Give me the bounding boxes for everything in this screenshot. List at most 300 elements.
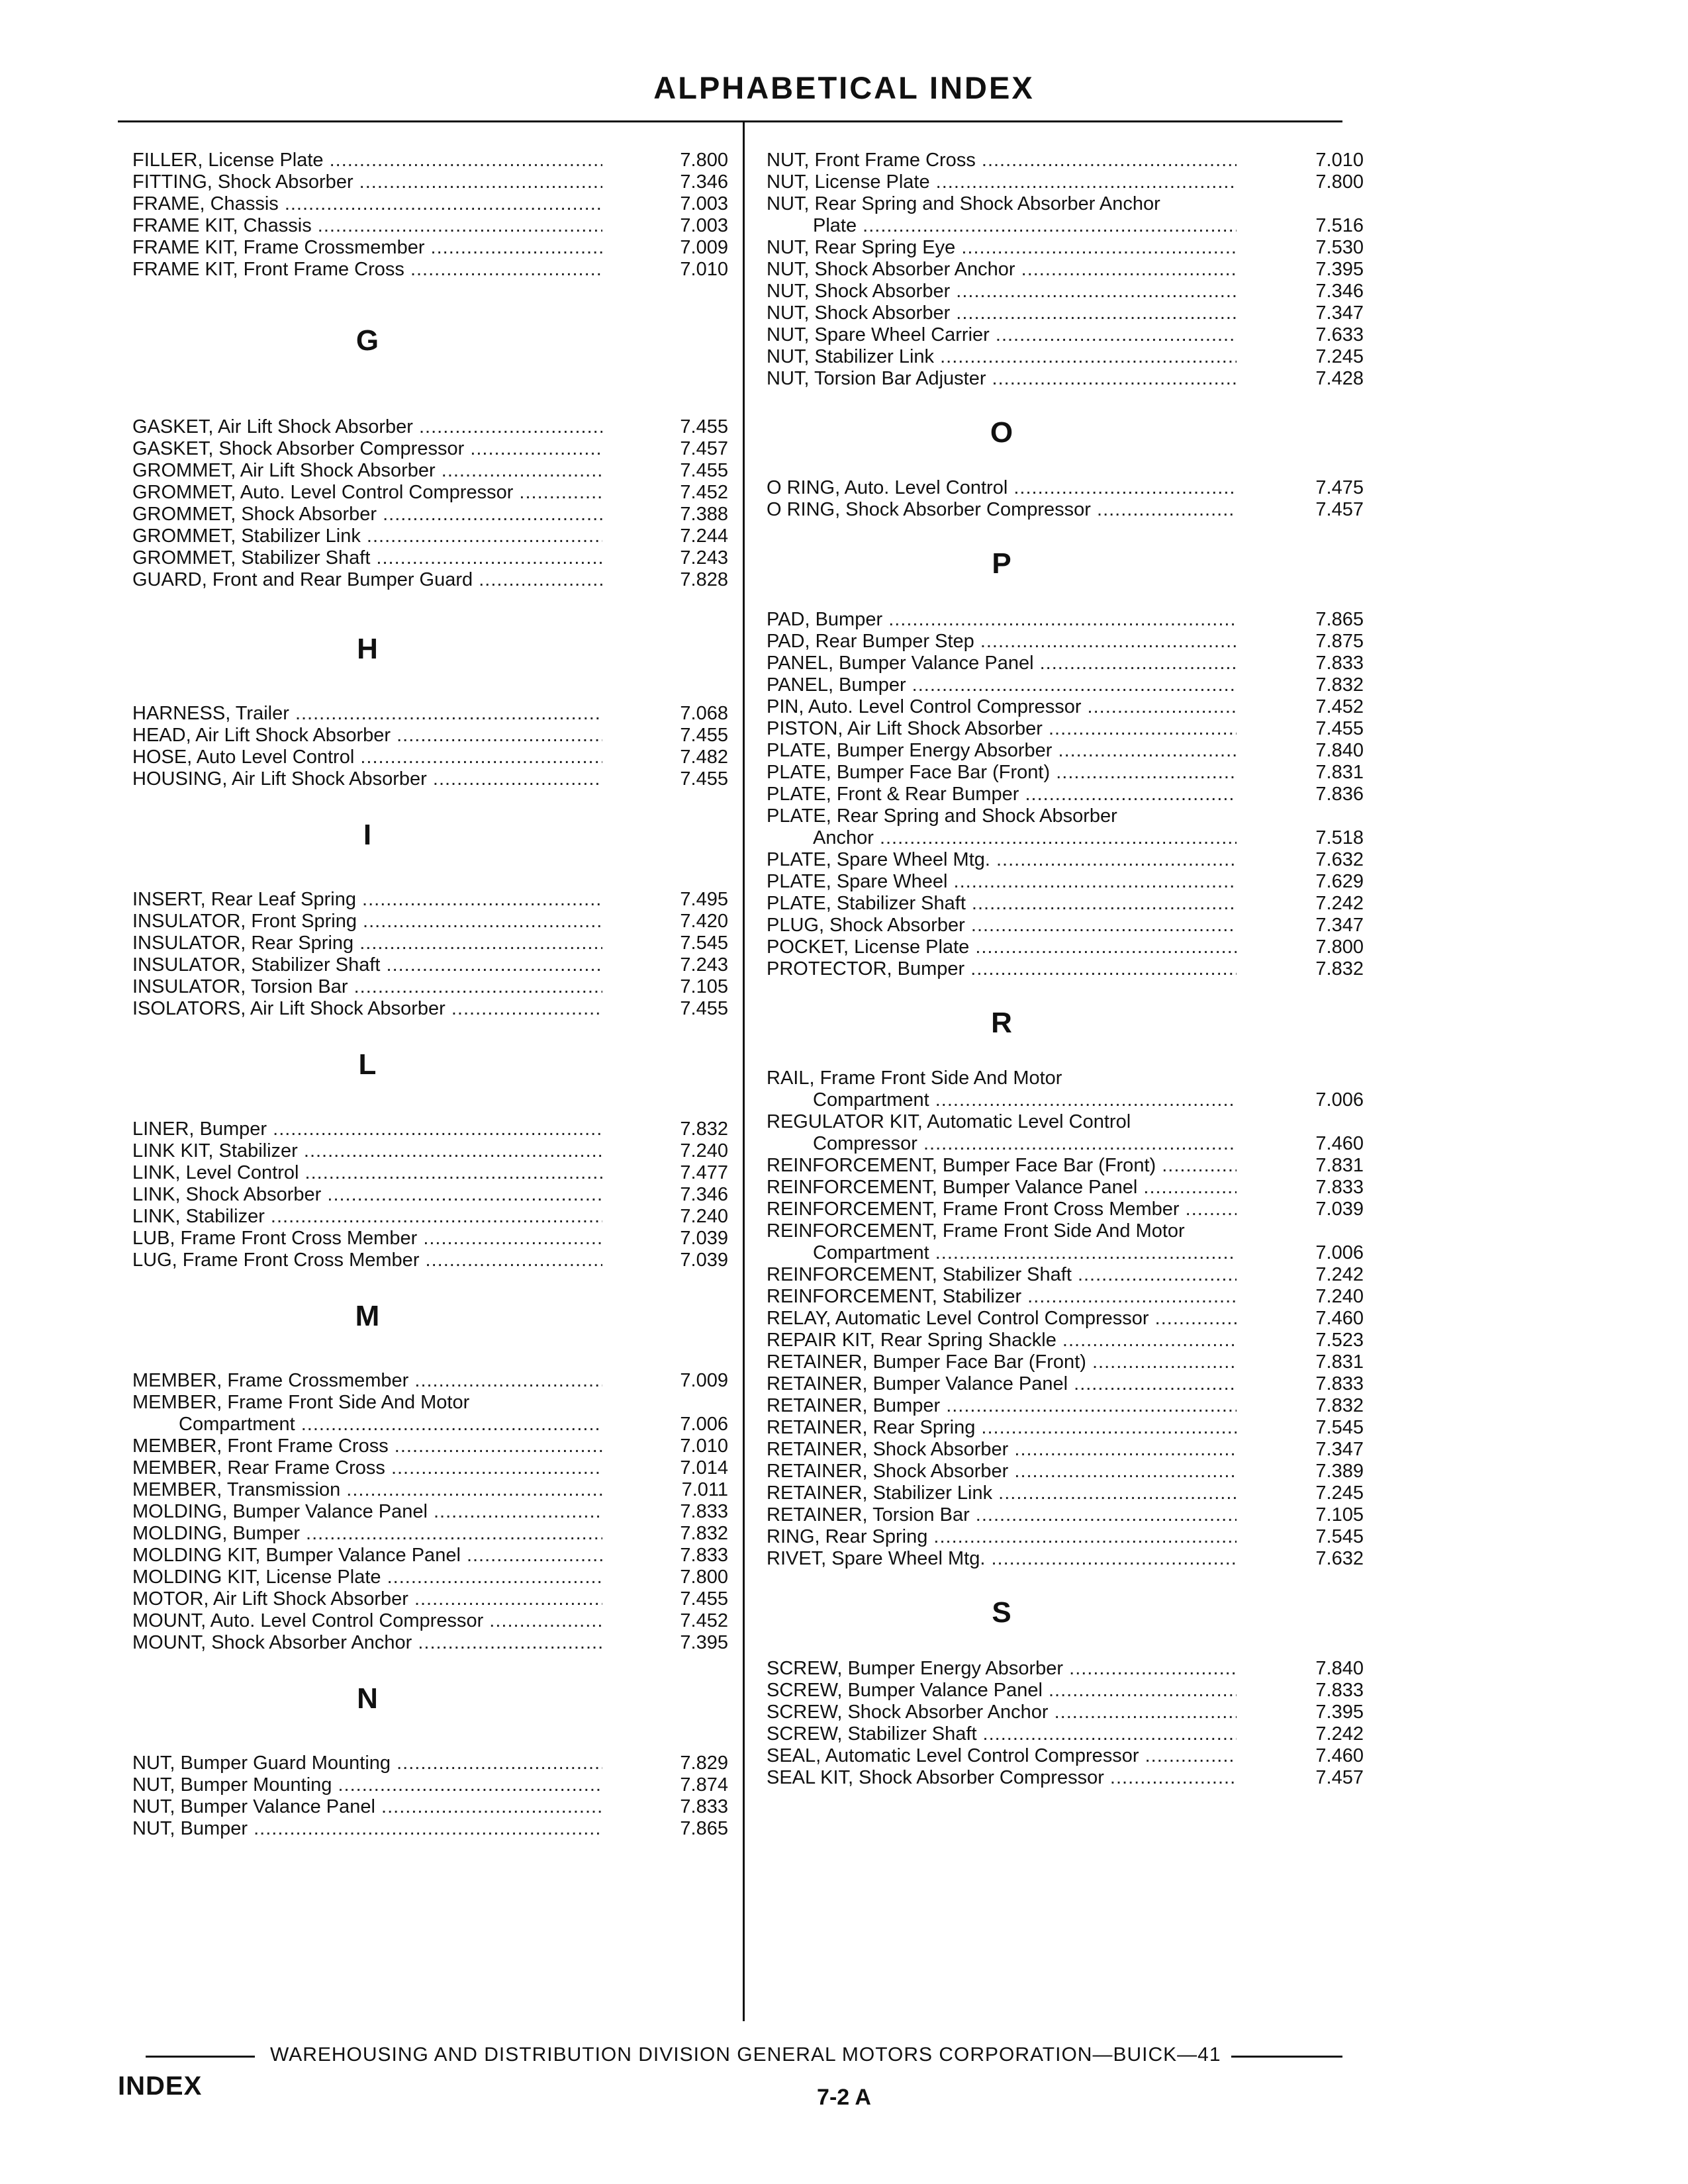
entry-description: SEAL KIT, Shock Absorber Compressor ..... [767,1767,1237,1789]
entry-page-ref: 7.009 [680,1369,728,1391]
section-spacer [132,1020,728,1048]
index-entry [767,302,1364,324]
entry-page-ref: 7.475 [1315,477,1364,499]
section-spacer [132,357,728,416]
entry-page-ref: 7.347 [1315,1439,1364,1461]
entry-page-ref: 7.874 [680,1774,728,1796]
entry-page-ref: 7.105 [680,976,728,997]
entry-description: MEMBER, Front Frame Cross ..... [132,1435,602,1457]
index-entry [132,237,728,259]
entry-description: NUT, Spare Wheel Carrier ..... [767,324,1237,346]
entry-page-ref: 7.477 [680,1161,728,1183]
entry-description: SCREW, Stabilizer Shaft ..... [767,1723,1237,1745]
entry-page-ref: 7.865 [1315,608,1364,630]
entry-page-ref: 7.242 [1315,1723,1364,1745]
entry-description: PLUG, Shock Absorber ..... [767,915,1237,936]
entry-page-ref: 7.011 [681,1479,728,1500]
index-entry [767,1417,1364,1439]
entry-description: RETAINER, Bumper Face Bar (Front) ..... [767,1351,1237,1373]
section-spacer [132,1271,728,1300]
entry-description: MOLDING, Bumper Valance Panel ..... [132,1501,602,1523]
entry-description: MEMBER, Transmission ..... [132,1479,602,1501]
index-entry [767,893,1364,915]
entry-page-ref: 7.832 [680,1522,728,1544]
index-entry [132,1523,728,1545]
entry-description: ISOLATORS, Air Lift Shock Absorber ..... [132,998,602,1020]
entry-description: HARNESS, Trailer ..... [132,703,602,725]
index-entry [132,525,728,547]
entry-page-ref: 7.389 [1315,1461,1364,1482]
index-entry [767,674,1364,696]
entry-description: NUT, Torsion Bar Adjuster ..... [767,368,1237,390]
index-entry [132,725,728,747]
entry-description: GUARD, Front and Rear Bumper Guard ..... [132,569,602,591]
entry-page-ref: 7.832 [1315,1395,1364,1417]
index-entry [767,784,1364,805]
section-spacer [132,1715,728,1752]
index-entry [132,1567,728,1588]
entry-description: REINFORCEMENT, Frame Front Cross Member ..... [767,1199,1237,1220]
index-entry [132,1435,728,1457]
index-entry [767,915,1364,936]
entry-page-ref: 7.545 [1315,1417,1364,1439]
entry-page-ref: 7.346 [680,1183,728,1205]
entry-page-ref: 7.833 [1315,1177,1364,1199]
index-entry [767,936,1364,958]
entry-description: MEMBER, Frame Crossmember ..... [132,1370,602,1392]
entry-page-ref: 7.009 [680,237,728,258]
section-letter-heading: N [357,1682,378,1715]
entry-page-ref: 7.039 [680,1227,728,1249]
entry-page-ref: 7.840 [1315,1657,1364,1679]
section-spacer [132,790,728,819]
entry-page-ref: 7.455 [680,460,728,482]
entry-page-ref: 7.010 [1315,150,1364,171]
index-entry [767,1723,1364,1745]
index-entry [767,718,1364,740]
entry-description: PLATE, Bumper Face Bar (Front) ..... [767,762,1237,784]
entry-page-ref: 7.346 [680,171,728,193]
entry-page-ref: 7.242 [1315,892,1364,914]
index-entry [767,1111,1364,1133]
index-entry [132,1479,728,1501]
entry-description: PANEL, Bumper Valance Panel ..... [767,653,1237,674]
index-entry [132,1392,728,1414]
index-entry [767,1242,1364,1264]
entry-description: NUT, Front Frame Cross ..... [767,150,1237,171]
entry-page-ref: 7.039 [680,1249,728,1271]
entry-description: Compartment ..... [132,1414,602,1435]
index-entry [132,703,728,725]
index-entry [767,609,1364,631]
index-entry [767,477,1364,499]
entry-page-ref: 7.010 [680,259,728,280]
entry-description: PROTECTOR, Bumper ..... [767,958,1237,980]
footer-rule-right [1231,2056,1342,2058]
entry-description: HOUSING, Air Lift Shock Absorber ..... [132,768,602,790]
entry-description: LUB, Frame Front Cross Member ..... [132,1228,602,1250]
entry-description: REINFORCEMENT, Stabilizer ..... [767,1286,1237,1308]
index-entry [132,1140,728,1162]
index-entry [767,215,1364,237]
entry-description: O RING, Shock Absorber Compressor ..... [767,499,1237,521]
section-spacer [132,1333,728,1370]
entry-page-ref: 7.244 [680,525,728,547]
entry-description: PISTON, Air Lift Shock Absorber ..... [767,718,1237,740]
section-spacer [132,1081,728,1118]
entry-page-ref: 7.003 [680,215,728,236]
entry-page-ref: 7.460 [1315,1133,1364,1155]
entry-page-ref: 7.010 [680,1435,728,1457]
entry-page-ref: 7.014 [680,1457,728,1479]
index-column-left [132,150,728,1840]
entry-description: FRAME KIT, Chassis ..... [132,215,602,237]
entry-description: SCREW, Bumper Valance Panel ..... [767,1680,1237,1702]
entry-page-ref: 7.457 [1315,499,1364,521]
entry-page-ref: 7.833 [1315,1373,1364,1395]
index-entry [767,1526,1364,1548]
index-entry [132,504,728,525]
entry-page-ref: 7.347 [1315,914,1364,936]
entry-description: LINK KIT, Stabilizer ..... [132,1140,602,1162]
entry-description: RETAINER, Stabilizer Link ..... [767,1482,1237,1504]
index-entry [767,1395,1364,1417]
entry-page-ref: 7.455 [680,724,728,746]
index-entry [767,849,1364,871]
entry-description: LINK, Stabilizer ..... [132,1206,602,1228]
entry-page-ref: 7.833 [680,1500,728,1522]
entry-description: GASKET, Air Lift Shock Absorber ..... [132,416,602,438]
index-entry [132,259,728,281]
index-entry [132,1162,728,1184]
index-entry [767,805,1364,827]
entry-page-ref: 7.245 [1315,1482,1364,1504]
entry-description: NUT, Rear Spring Eye ..... [767,237,1237,259]
entry-page-ref: 7.832 [1315,958,1364,979]
entry-page-ref: 7.455 [680,416,728,438]
section-spacer [767,580,1364,609]
index-entry [132,1545,728,1567]
entry-description: PLATE, Rear Spring and Shock Absorber [767,805,1117,827]
entry-description: RING, Rear Spring ..... [767,1526,1237,1548]
entry-description: Compartment ..... [767,1242,1237,1264]
entry-page-ref: 7.428 [1315,368,1364,389]
entry-description: RETAINER, Rear Spring ..... [767,1417,1237,1439]
entry-description: INSULATOR, Stabilizer Shaft ..... [132,954,602,976]
index-entry [132,416,728,438]
index-entry [767,1330,1364,1351]
entry-page-ref: 7.243 [680,547,728,569]
index-entry [132,889,728,911]
index-entry [767,1702,1364,1723]
index-entry [767,1461,1364,1482]
entry-page-ref: 7.455 [680,1588,728,1610]
entry-description: MOLDING, Bumper ..... [132,1523,602,1545]
section-letter-heading: M [355,1299,380,1332]
entry-page-ref: 7.800 [680,150,728,171]
entry-page-ref: 7.495 [680,888,728,910]
index-entry [132,976,728,998]
index-entry [767,237,1364,259]
entry-description: MOLDING KIT, Bumper Valance Panel ..... [132,1545,602,1567]
entry-page-ref: 7.460 [1315,1745,1364,1766]
index-entry [132,747,728,768]
index-entry [767,653,1364,674]
entry-description: INSULATOR, Torsion Bar ..... [132,976,602,998]
index-entry [767,1199,1364,1220]
entry-description: REINFORCEMENT, Bumper Valance Panel ..... [767,1177,1237,1199]
entry-page-ref: 7.039 [1315,1199,1364,1220]
index-entry [132,1228,728,1250]
index-entry [132,1501,728,1523]
index-entry [767,171,1364,193]
entry-description: GROMMET, Air Lift Shock Absorber ..... [132,460,602,482]
entry-description: FITTING, Shock Absorber ..... [132,171,602,193]
entry-description: NUT, Shock Absorber Anchor ..... [767,259,1237,281]
entry-description: INSERT, Rear Leaf Spring ..... [132,889,602,911]
entry-page-ref: 7.545 [680,932,728,954]
entry-description: PLATE, Bumper Energy Absorber ..... [767,740,1237,762]
index-entry [132,215,728,237]
index-entry [132,1774,728,1796]
entry-description: SEAL, Automatic Level Control Compressor ..... [767,1745,1237,1767]
entry-description: RAIL, Frame Front Side And Motor [767,1068,1062,1089]
entry-description: REGULATOR KIT, Automatic Level Control [767,1111,1131,1133]
entry-description: REPAIR KIT, Rear Spring Shackle ..... [767,1330,1237,1351]
section-letter-heading: G [355,324,379,357]
entry-description: RETAINER, Bumper Valance Panel ..... [767,1373,1237,1395]
index-entry [767,1373,1364,1395]
index-entry [767,1439,1364,1461]
index-entry [132,1118,728,1140]
entry-description: RELAY, Automatic Level Control Compressor ..... [767,1308,1237,1330]
entry-page-ref: 7.455 [680,768,728,790]
index-entry [132,547,728,569]
index-entry [767,150,1364,171]
entry-page-ref: 7.632 [1315,848,1364,870]
section-spacer [132,666,728,703]
entry-page-ref: 7.347 [1315,302,1364,324]
section-spacer [767,390,1364,416]
entry-page-ref: 7.460 [1315,1308,1364,1330]
index-entry [767,740,1364,762]
index-entry [132,1588,728,1610]
entry-page-ref: 7.395 [1315,259,1364,280]
index-entry [767,259,1364,281]
index-entry [767,1745,1364,1767]
index-entry [132,1818,728,1840]
entry-page-ref: 7.242 [1315,1264,1364,1286]
section-letter-heading: L [358,1048,377,1081]
entry-description: RETAINER, Bumper ..... [767,1395,1237,1417]
entry-page-ref: 7.632 [1315,1548,1364,1570]
entry-page-ref: 7.068 [680,702,728,724]
index-entry [132,569,728,591]
index-entry [767,1308,1364,1330]
index-entry [132,1250,728,1271]
entry-description: FRAME KIT, Front Frame Cross ..... [132,259,602,281]
entry-page-ref: 7.800 [1315,171,1364,193]
entry-page-ref: 7.800 [680,1566,728,1588]
index-entry [767,193,1364,215]
entry-page-ref: 7.832 [680,1118,728,1140]
entry-description: HOSE, Auto Level Control ..... [132,747,602,768]
section-spacer [132,852,728,889]
entry-description: MOUNT, Shock Absorber Anchor ..... [132,1632,602,1654]
entry-description: NUT, Bumper Guard Mounting ..... [132,1752,602,1774]
entry-page-ref: 7.006 [680,1413,728,1435]
index-entry [132,911,728,933]
entry-page-ref: 7.833 [1315,652,1364,674]
entry-description: RIVET, Spare Wheel Mtg. ..... [767,1548,1237,1570]
entry-description: PLATE, Spare Wheel ..... [767,871,1237,893]
entry-page-ref: 7.452 [680,482,728,504]
index-entry [132,171,728,193]
entry-page-ref: 7.518 [1315,827,1364,848]
entry-description: LINK, Shock Absorber ..... [132,1184,602,1206]
entry-description: Plate ..... [767,215,1237,237]
index-entry [767,1220,1364,1242]
entry-page-ref: 7.523 [1315,1330,1364,1351]
section-spacer [132,281,728,324]
entry-page-ref: 7.545 [1315,1526,1364,1548]
entry-description: PLATE, Front & Rear Bumper ..... [767,784,1237,805]
entry-description: PAD, Rear Bumper Step ..... [767,631,1237,653]
entry-description: NUT, Bumper ..... [132,1818,602,1840]
entry-page-ref: 7.629 [1315,870,1364,892]
entry-description: GROMMET, Shock Absorber ..... [132,504,602,525]
index-entry [767,1548,1364,1570]
entry-page-ref: 7.240 [1315,1286,1364,1308]
entry-description: O RING, Auto. Level Control ..... [767,477,1237,499]
index-entry [767,1177,1364,1199]
index-entry [132,933,728,954]
entry-description: PIN, Auto. Level Control Compressor ..... [767,696,1237,718]
index-entry [767,1286,1364,1308]
entry-page-ref: 7.003 [680,193,728,214]
entry-page-ref: 7.633 [1315,324,1364,345]
entry-description: NUT, Bumper Mounting ..... [132,1774,602,1796]
entry-description: INSULATOR, Front Spring ..... [132,911,602,933]
index-entry [767,346,1364,368]
entry-page-ref: 7.240 [680,1205,728,1227]
index-entry [132,1796,728,1818]
section-letter-heading: H [357,632,378,665]
entry-page-ref: 7.840 [1315,739,1364,761]
entry-page-ref: 7.482 [680,746,728,768]
entry-description: NUT, License Plate ..... [767,171,1237,193]
entry-page-ref: 7.240 [680,1140,728,1161]
section-spacer [767,521,1364,547]
entry-description: RETAINER, Torsion Bar ..... [767,1504,1237,1526]
entry-page-ref: 7.245 [1315,346,1364,367]
page-number: 7-2 A [817,2085,871,2110]
index-entry [132,1457,728,1479]
entry-page-ref: 7.452 [680,1610,728,1631]
entry-description: REINFORCEMENT, Bumper Face Bar (Front) ..... [767,1155,1237,1177]
entry-description: PANEL, Bumper ..... [767,674,1237,696]
index-entry [767,1068,1364,1089]
entry-description: GASKET, Shock Absorber Compressor ..... [132,438,602,460]
index-entry [767,1264,1364,1286]
entry-page-ref: 7.455 [1315,717,1364,739]
entry-page-ref: 7.420 [680,910,728,932]
entry-description: MEMBER, Frame Front Side And Motor [132,1391,470,1413]
index-entry [132,1414,728,1435]
entry-description: FILLER, License Plate ..... [132,150,602,171]
entry-description: RETAINER, Shock Absorber ..... [767,1461,1237,1482]
index-entry [767,762,1364,784]
entry-description: GROMMET, Auto. Level Control Compressor ..... [132,482,602,504]
entry-description: GROMMET, Stabilizer Shaft ..... [132,547,602,569]
entry-description: MOUNT, Auto. Level Control Compressor ..... [132,1610,602,1632]
entry-page-ref: 7.831 [1315,761,1364,783]
index-entry [767,324,1364,346]
index-entry [767,1351,1364,1373]
entry-page-ref: 7.457 [680,438,728,460]
entry-description: MEMBER, Rear Frame Cross ..... [132,1457,602,1479]
entry-page-ref: 7.831 [1315,1351,1364,1373]
entry-page-ref: 7.388 [680,504,728,525]
entry-page-ref: 7.833 [680,1796,728,1817]
footer-division: WAREHOUSING AND DISTRIBUTION DIVISION GENERAL MOTORS CORPORATION—BUICK—41 [270,2044,1221,2066]
entry-page-ref: 7.800 [1315,936,1364,958]
index-entry [767,368,1364,390]
entry-description: HEAD, Air Lift Shock Absorber ..... [132,725,602,747]
entry-page-ref: 7.105 [1315,1504,1364,1526]
entry-description: Anchor ..... [767,827,1237,849]
section-spacer [767,1629,1364,1658]
entry-description: MOTOR, Air Lift Shock Absorber ..... [132,1588,602,1610]
entry-page-ref: 7.875 [1315,630,1364,652]
section-letter-heading: S [992,1596,1011,1629]
entry-description: LINK, Level Control ..... [132,1162,602,1184]
entry-page-ref: 7.455 [680,997,728,1019]
page-title: ALPHABETICAL INDEX [653,70,1035,105]
entry-description: SCREW, Bumper Energy Absorber ..... [767,1658,1237,1680]
index-entry [767,1680,1364,1702]
entry-description: INSULATOR, Rear Spring ..... [132,933,602,954]
entry-page-ref: 7.452 [1315,696,1364,717]
index-entry [767,1504,1364,1526]
entry-description: NUT, Stabilizer Link ..... [767,346,1237,368]
section-spacer [767,1570,1364,1596]
index-entry [767,1767,1364,1789]
entry-description: REINFORCEMENT, Frame Front Side And Motor [767,1220,1185,1242]
index-entry [132,482,728,504]
entry-description: REINFORCEMENT, Stabilizer Shaft ..... [767,1264,1237,1286]
section-spacer [767,449,1364,478]
entry-description: RETAINER, Shock Absorber ..... [767,1439,1237,1461]
index-entry [132,1184,728,1206]
index-entry [767,827,1364,849]
index-entry [132,1752,728,1774]
entry-description: FRAME, Chassis ..... [132,193,602,215]
entry-description: GROMMET, Stabilizer Link ..... [132,525,602,547]
index-entry [132,1206,728,1228]
entry-page-ref: 7.457 [1315,1766,1364,1788]
index-entry [767,631,1364,653]
footer-section-label: INDEX [118,2071,203,2101]
entry-page-ref: 7.829 [680,1752,728,1774]
section-letter-heading: R [991,1006,1012,1039]
index-entry [767,1482,1364,1504]
section-spacer [767,1040,1364,1068]
index-entry [132,1610,728,1632]
entry-description: PLATE, Stabilizer Shaft ..... [767,893,1237,915]
entry-page-ref: 7.832 [1315,674,1364,696]
entry-description: NUT, Shock Absorber ..... [767,281,1237,302]
